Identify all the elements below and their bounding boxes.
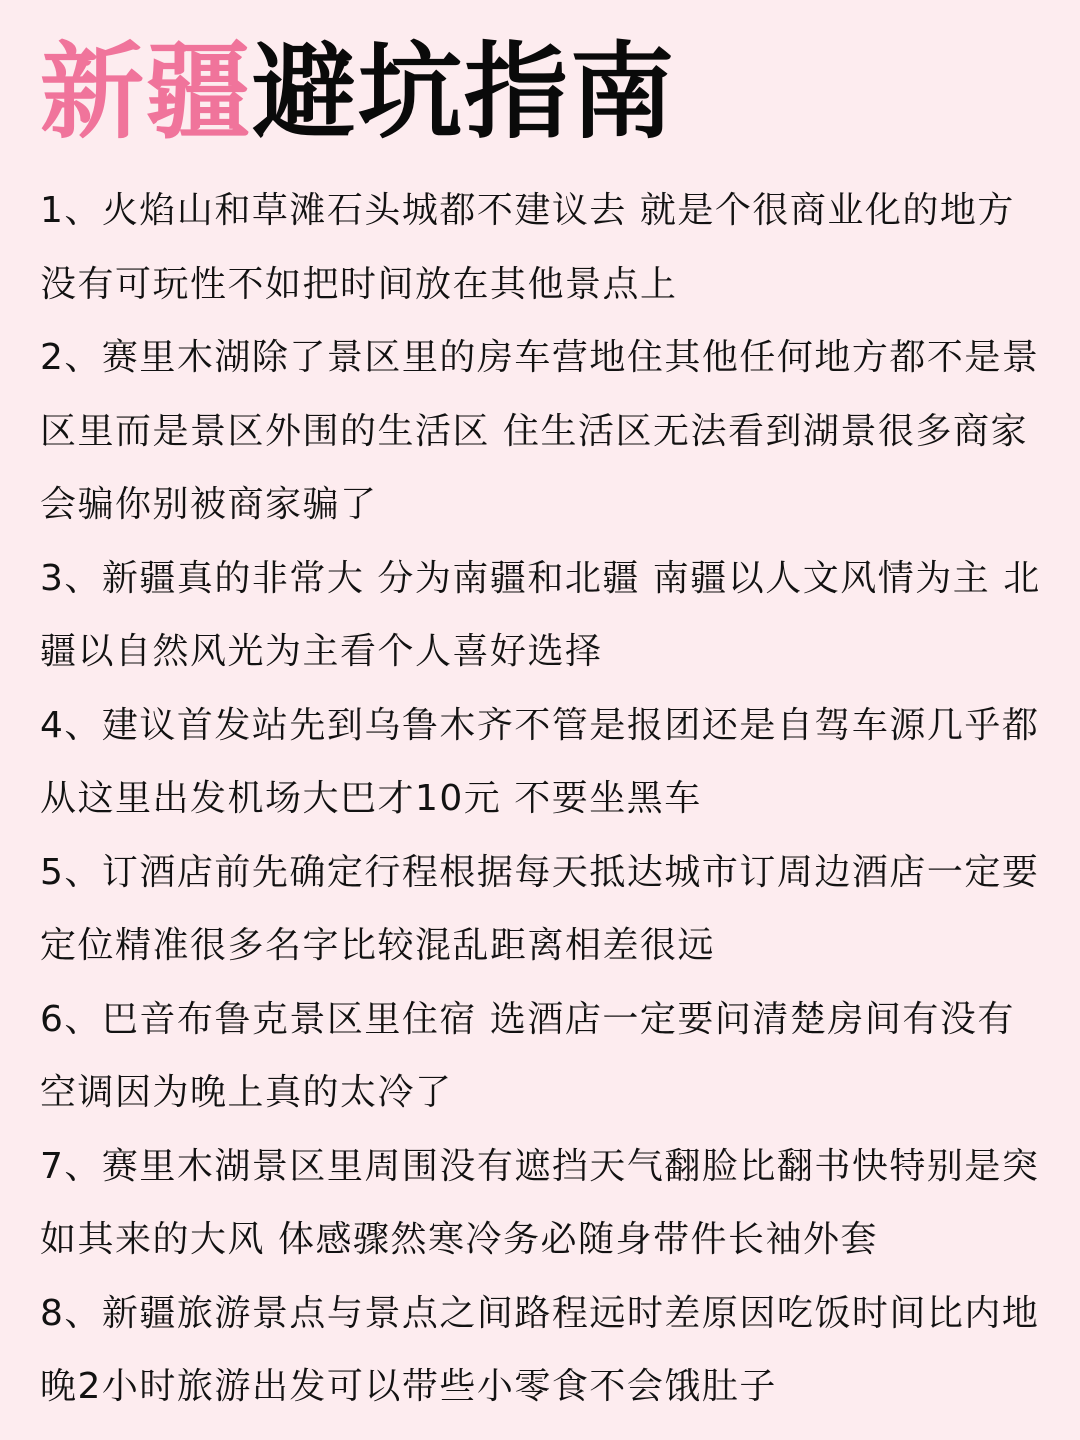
tip-item-6: 6、巴音布鲁克景区里住宿 选酒店一定要问清楚房间有没有空调因为晚上真的太冷了 bbox=[40, 998, 1015, 1113]
tips-list bbox=[40, 174, 1044, 1424]
tip-item-7: 7、赛里木湖景区里周围没有遮挡天气翻脸比翻书快特别是突如其来的大风 体感骤然寒冷务必随身带件长袖外套 bbox=[40, 1145, 1040, 1260]
tip-item-8: 8、新疆旅游景点与景点之间路程远时差原因吃饭时间比内地晚2小时旅游出发可以带些小零食不会饿肚子 bbox=[40, 1292, 1040, 1407]
tip-item-4: 4、建议首发站先到乌鲁木齐不管是报团还是自驾车源几乎都从这里出发机场大巴才10元 不要坐黑车 bbox=[40, 704, 1040, 819]
page-title bbox=[40, 28, 1044, 156]
title-accent-text: 新疆 bbox=[40, 31, 253, 153]
title-main-text: 避坑指南 bbox=[252, 31, 677, 153]
tip-item-1: 1、火焰山和草滩石头城都不建议去 就是个很商业化的地方没有可玩性不如把时间放在其他景点上 bbox=[40, 190, 1015, 305]
tip-item-3: 3、新疆真的非常大 分为南疆和北疆 南疆以人文风情为主 北疆以自然风光为主看个人喜好选择 bbox=[40, 557, 1041, 672]
tip-item-2: 2、赛里木湖除了景区里的房车营地住其他任何地方都不是景区里而是景区外围的生活区 住生活区无法看到湖景很多商家会骗你别被商家骗了 bbox=[40, 337, 1040, 525]
tip-item-5: 5、订酒店前先确定行程根据每天抵达城市订周边酒店一定要定位精准很多名字比较混乱距离相差很远 bbox=[40, 851, 1040, 966]
